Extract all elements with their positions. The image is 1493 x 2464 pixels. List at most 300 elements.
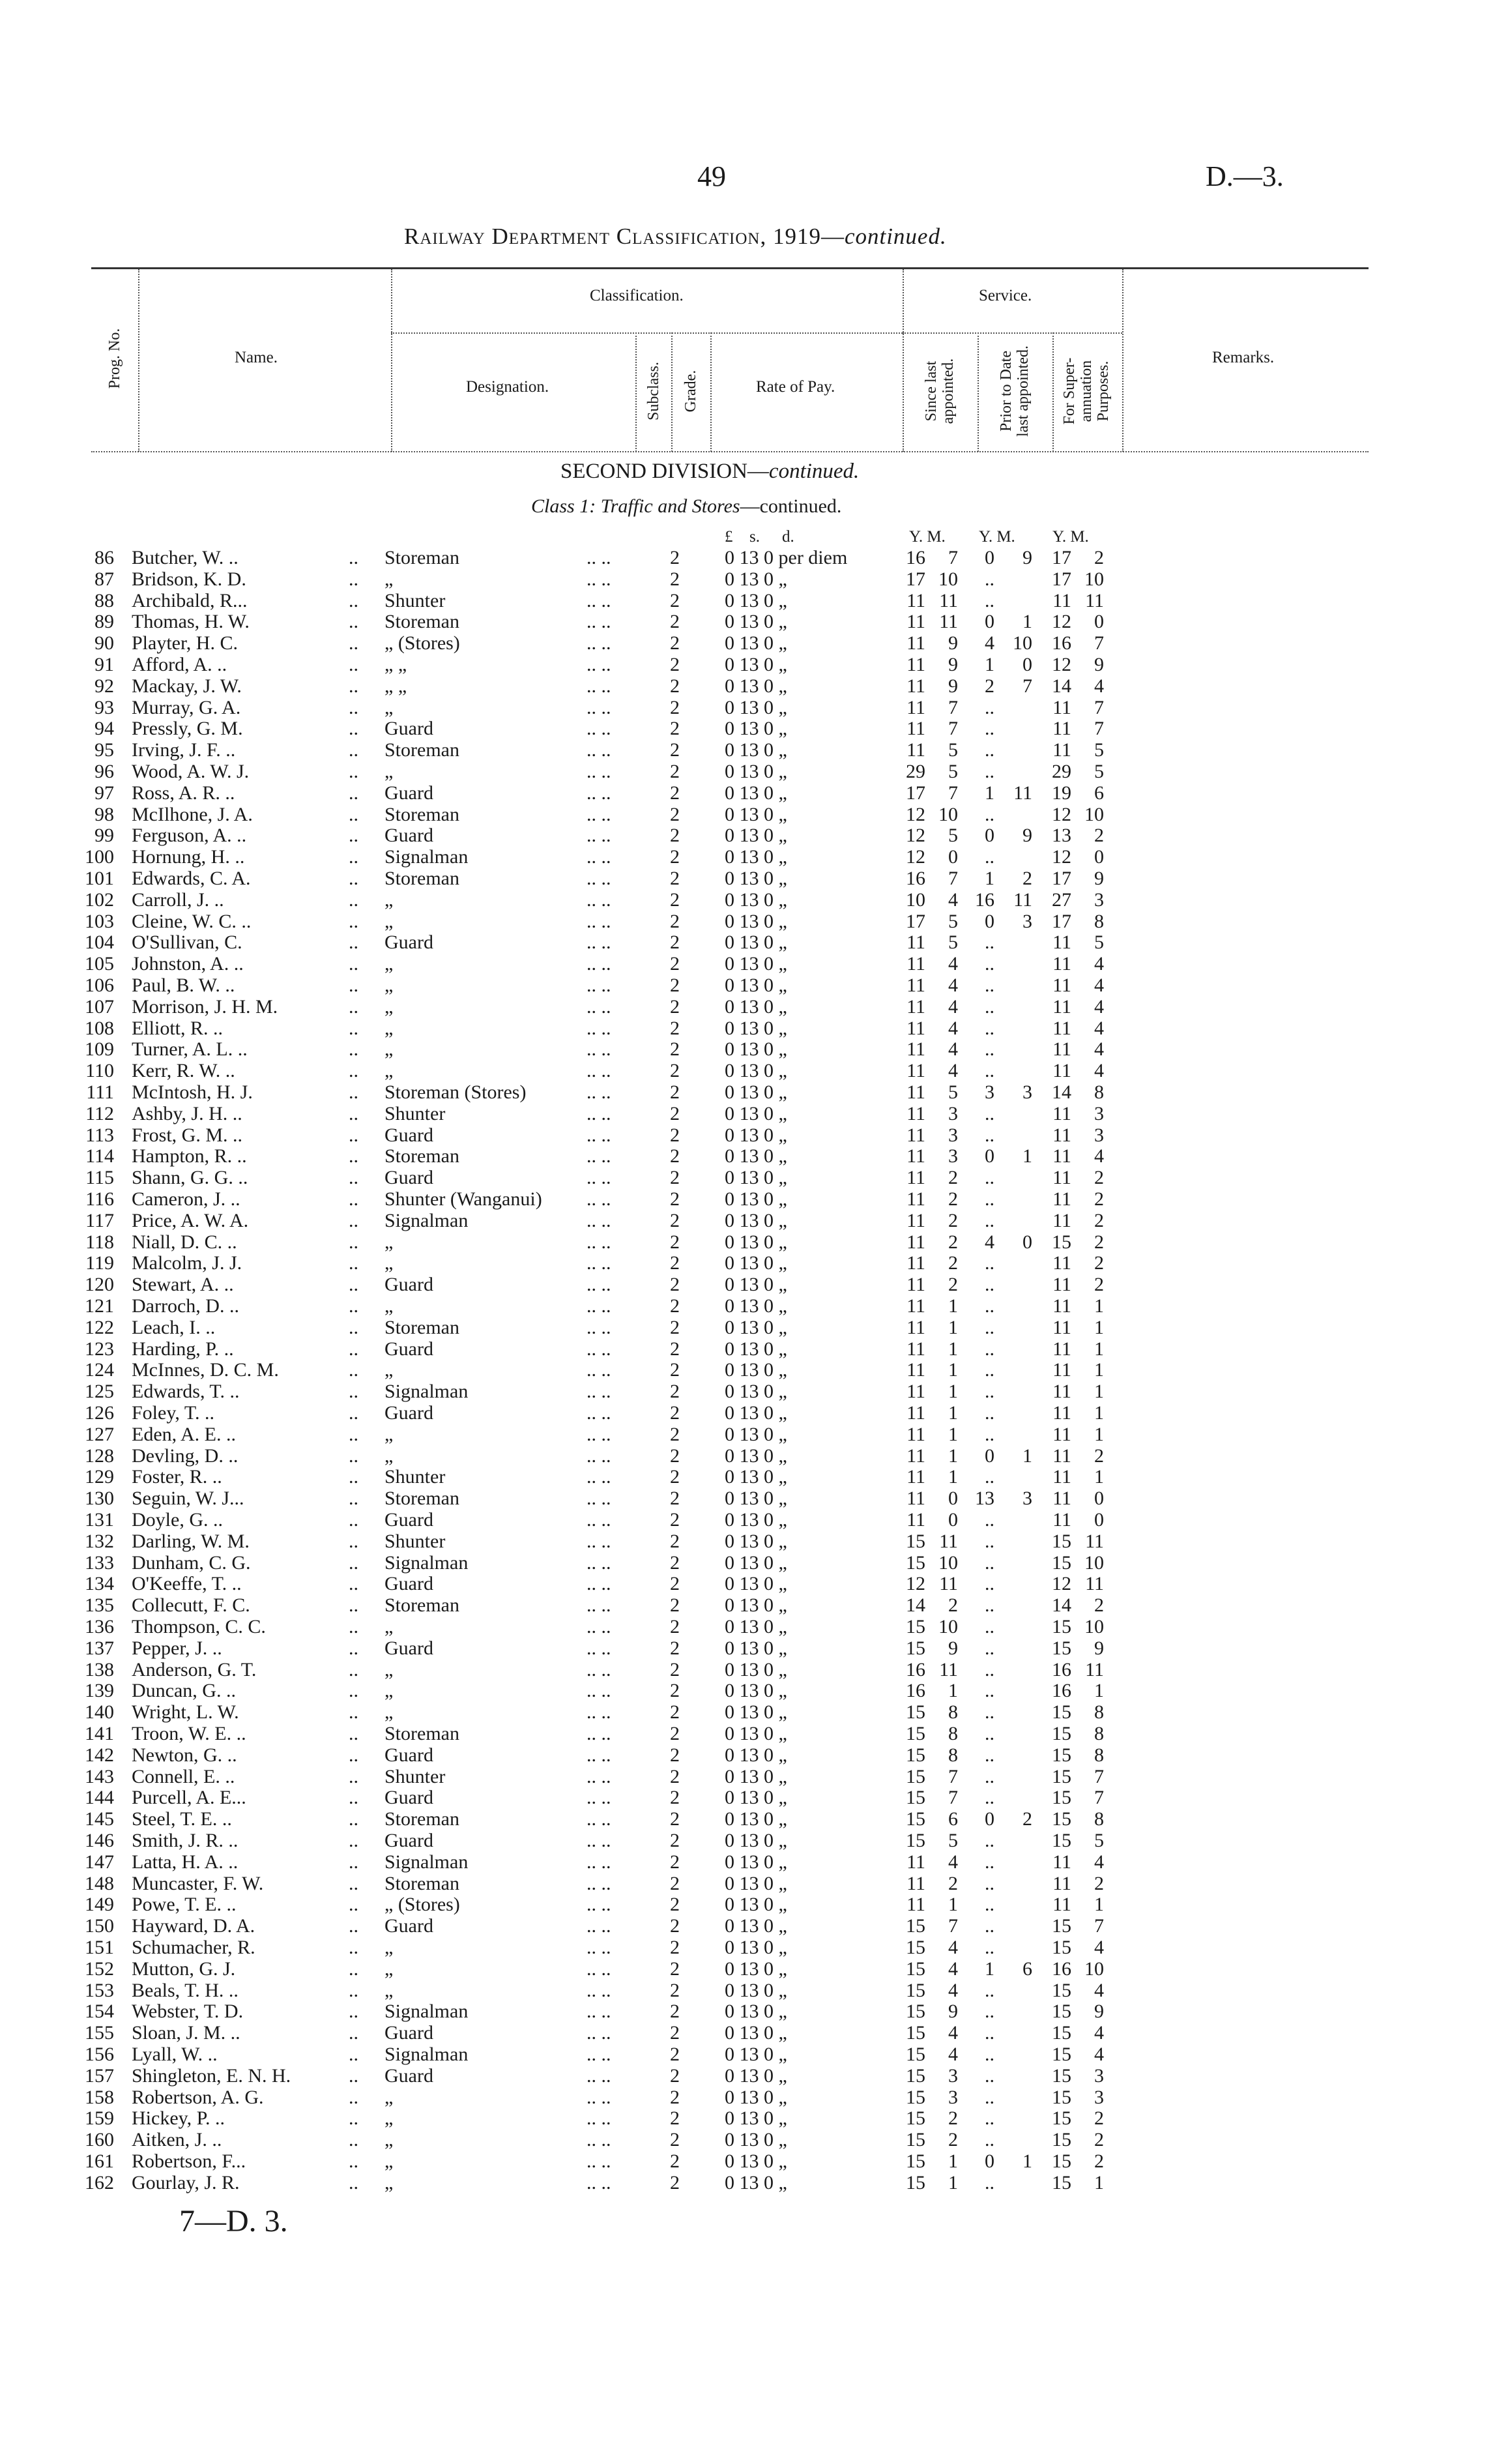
designation: Signalman xyxy=(384,1209,469,1231)
row-leader: .. .. xyxy=(587,1488,611,1510)
employee-name: Darroch, D. .. xyxy=(132,1295,239,1317)
table-row xyxy=(0,1916,1493,1937)
since-years: 17 xyxy=(906,782,925,804)
subclass: 2 xyxy=(670,1937,680,1958)
row-leader: .. xyxy=(349,568,358,590)
row-leader: .. .. xyxy=(587,888,611,911)
row-leader: .. .. xyxy=(587,1680,611,1702)
since-months: 2 xyxy=(948,1209,958,1231)
table-row xyxy=(0,890,1493,911)
subclass: 2 xyxy=(670,1124,680,1146)
designation: Guard xyxy=(384,1167,433,1189)
prior-years: .. xyxy=(985,1894,994,1916)
table-row xyxy=(0,1253,1493,1274)
designation: Guard xyxy=(384,1274,433,1296)
title-continued: continued. xyxy=(844,224,947,249)
table-row xyxy=(0,1723,1493,1744)
rate-of-pay: 0 13 0 „ xyxy=(725,1017,787,1039)
employee-name: Leach, I. .. xyxy=(132,1316,216,1338)
designation: „ xyxy=(384,2086,394,2108)
row-leader: .. .. xyxy=(587,1958,611,1980)
designation: „ xyxy=(384,1937,394,1958)
employee-name: Schumacher, R. xyxy=(132,1937,255,1958)
row-leader: .. .. xyxy=(587,1744,611,1766)
since-years: 11 xyxy=(906,953,925,975)
rate-of-pay: 0 13 0 „ xyxy=(725,1145,787,1167)
row-leader: .. xyxy=(349,2022,358,2044)
title-main: Railway Department Classification, 1919— xyxy=(404,224,845,249)
prior-years: .. xyxy=(985,1316,994,1338)
row-leader: .. .. xyxy=(587,1808,611,1830)
table-row xyxy=(0,1488,1493,1509)
super-years: 11 xyxy=(1052,1381,1071,1403)
prog-number: 86 xyxy=(94,547,114,568)
since-months: 7 xyxy=(948,547,958,568)
since-years: 14 xyxy=(906,1594,925,1617)
super-years: 15 xyxy=(1052,2129,1071,2151)
super-months: 1 xyxy=(1094,1338,1104,1360)
prog-number: 105 xyxy=(85,953,114,975)
prog-number: 104 xyxy=(85,931,114,954)
designation: „ xyxy=(384,953,394,975)
since-months: 4 xyxy=(948,1937,958,1958)
subclass: 2 xyxy=(670,888,680,911)
since-years: 15 xyxy=(906,2086,925,2108)
row-leader: .. .. xyxy=(587,1723,611,1744)
prog-number: 93 xyxy=(94,696,114,718)
prog-number: 100 xyxy=(85,846,114,868)
employee-name: Gourlay, J. R. xyxy=(132,2171,240,2193)
row-leader: .. .. xyxy=(587,1423,611,1445)
prog-number: 122 xyxy=(85,1316,114,1338)
super-years: 15 xyxy=(1052,1744,1071,1766)
since-years: 15 xyxy=(906,2022,925,2044)
designation: Shunter (Wanganui) xyxy=(384,1188,542,1210)
super-months: 4 xyxy=(1094,1979,1104,2001)
table-row xyxy=(0,2023,1493,2044)
row-leader: .. xyxy=(349,1594,358,1617)
super-years: 15 xyxy=(1052,2022,1071,2044)
prog-number: 162 xyxy=(85,2171,114,2193)
prog-number: 109 xyxy=(85,1038,114,1061)
rate-of-pay: 0 13 0 „ xyxy=(725,1765,787,1787)
table-row xyxy=(0,633,1493,654)
row-leader: .. xyxy=(349,846,358,868)
class-prefix: Class 1: xyxy=(531,495,596,517)
row-leader: .. .. xyxy=(587,2107,611,2130)
super-years: 16 xyxy=(1052,1958,1071,1980)
rate-of-pay: 0 13 0 „ xyxy=(725,846,787,868)
designation: Guard xyxy=(384,2022,433,2044)
subclass: 2 xyxy=(670,1979,680,2001)
row-leader: .. xyxy=(349,1937,358,1958)
employee-name: Connell, E. .. xyxy=(132,1765,235,1787)
table-row xyxy=(0,1617,1493,1637)
unit-super: Y. M. xyxy=(1052,528,1089,546)
table-row xyxy=(0,1125,1493,1146)
table-row xyxy=(0,1894,1493,1915)
row-leader: .. .. xyxy=(587,1637,611,1659)
super-months: 2 xyxy=(1094,1188,1104,1210)
employee-name: Purcell, A. E... xyxy=(132,1787,246,1809)
employee-name: Foley, T. .. xyxy=(132,1402,214,1424)
since-years: 11 xyxy=(906,1209,925,1231)
subclass: 2 xyxy=(670,1274,680,1296)
subclass: 2 xyxy=(670,2150,680,2172)
prior-years: .. xyxy=(985,568,994,590)
prog-number: 126 xyxy=(85,1402,114,1424)
rate-of-pay: 0 13 0 „ xyxy=(725,1124,787,1146)
since-years: 11 xyxy=(906,995,925,1018)
employee-name: Hampton, R. .. xyxy=(132,1145,247,1167)
prior-months: 3 xyxy=(1022,1081,1032,1103)
super-years: 14 xyxy=(1052,1081,1071,1103)
table-row xyxy=(0,1531,1493,1552)
prior-years: 3 xyxy=(985,1081,994,1103)
row-leader: .. xyxy=(349,632,358,654)
rate-of-pay: 0 13 0 „ xyxy=(725,2086,787,2108)
since-months: 2 xyxy=(948,2107,958,2130)
designation: „ xyxy=(384,1445,394,1467)
designation: Shunter xyxy=(384,1530,446,1552)
since-months: 4 xyxy=(948,1017,958,1039)
row-leader: .. .. xyxy=(587,1124,611,1146)
super-years: 11 xyxy=(1052,1188,1071,1210)
super-months: 7 xyxy=(1094,1765,1104,1787)
rate-of-pay: 0 13 0 „ xyxy=(725,1231,787,1253)
since-months: 7 xyxy=(948,1915,958,1937)
super-years: 15 xyxy=(1052,1231,1071,1253)
designation: „ xyxy=(384,1017,394,1039)
employee-name: Lyall, W. .. xyxy=(132,2044,218,2065)
designation: Signalman xyxy=(384,846,469,868)
table-row xyxy=(0,1809,1493,1830)
since-months: 10 xyxy=(938,1616,958,1637)
subclass: 2 xyxy=(670,1808,680,1830)
since-years: 15 xyxy=(906,2001,925,2023)
super-years: 15 xyxy=(1052,1808,1071,1830)
row-leader: .. xyxy=(349,1274,358,1296)
super-years: 12 xyxy=(1052,611,1071,633)
subclass: 2 xyxy=(670,568,680,590)
since-months: 0 xyxy=(948,846,958,868)
since-years: 11 xyxy=(906,696,925,718)
table-row xyxy=(0,804,1493,825)
division-title-continued: continued. xyxy=(768,460,860,483)
employee-name: Johnston, A. .. xyxy=(132,953,244,975)
super-years: 19 xyxy=(1052,782,1071,804)
rate-of-pay: 0 13 0 „ xyxy=(725,568,787,590)
row-leader: .. xyxy=(349,931,358,954)
prior-years: .. xyxy=(985,2129,994,2151)
unit-pence: d. xyxy=(782,528,794,546)
row-leader: .. .. xyxy=(587,2129,611,2151)
prog-number: 116 xyxy=(85,1188,114,1210)
rate-of-pay: 0 13 0 „ xyxy=(725,1252,787,1274)
unit-shillings: s. xyxy=(749,528,760,546)
since-years: 15 xyxy=(906,1616,925,1637)
prior-years: .. xyxy=(985,2064,994,2087)
since-years: 11 xyxy=(906,1359,925,1381)
since-months: 1 xyxy=(948,1316,958,1338)
rate-of-pay: 0 13 0 „ xyxy=(725,868,787,889)
prog-number: 108 xyxy=(85,1017,114,1039)
super-months: 2 xyxy=(1094,547,1104,568)
employee-name: Devling, D. .. xyxy=(132,1445,239,1467)
super-years: 11 xyxy=(1052,739,1071,761)
since-years: 15 xyxy=(906,1787,925,1809)
rate-of-pay: 0 13 0 „ xyxy=(725,589,787,611)
row-leader: .. .. xyxy=(587,1209,611,1231)
rate-of-pay: 0 13 0 „ xyxy=(725,1658,787,1680)
since-months: 7 xyxy=(948,868,958,889)
since-years: 15 xyxy=(906,1958,925,1980)
since-months: 8 xyxy=(948,1744,958,1766)
prog-number: 115 xyxy=(85,1167,114,1189)
rate-of-pay: 0 13 0 „ xyxy=(725,910,787,932)
prog-number: 124 xyxy=(85,1359,114,1381)
since-months: 3 xyxy=(948,2086,958,2108)
rate-of-pay: 0 13 0 „ xyxy=(725,953,787,975)
employee-name: Paul, B. W. .. xyxy=(132,975,235,996)
subclass: 2 xyxy=(670,632,680,654)
page-number: 49 xyxy=(697,160,726,192)
designation: Guard xyxy=(384,1338,433,1360)
table-row xyxy=(0,783,1493,804)
subclass: 2 xyxy=(670,1381,680,1403)
row-leader: .. xyxy=(349,718,358,740)
since-months: 8 xyxy=(948,1701,958,1723)
row-leader: .. .. xyxy=(587,675,611,697)
row-leader: .. .. xyxy=(587,2086,611,2108)
super-years: 13 xyxy=(1052,825,1071,847)
header-divider xyxy=(391,269,392,452)
designation: „ xyxy=(384,2171,394,2193)
row-leader: .. .. xyxy=(587,1167,611,1189)
rate-of-pay: 0 13 0 „ xyxy=(725,931,787,954)
prior-months: 1 xyxy=(1022,2150,1032,2172)
designation: „ xyxy=(384,975,394,996)
designation: „ „ xyxy=(384,675,407,697)
employee-name: Troon, W. E. .. xyxy=(132,1723,246,1744)
subclass: 2 xyxy=(670,1701,680,1723)
prior-years: .. xyxy=(985,2086,994,2108)
super-years: 29 xyxy=(1052,761,1071,782)
table-row xyxy=(0,868,1493,889)
table-row xyxy=(0,1274,1493,1295)
since-months: 1 xyxy=(948,1381,958,1403)
super-years: 15 xyxy=(1052,2001,1071,2023)
subclass: 2 xyxy=(670,1530,680,1552)
employee-name: Archibald, R... xyxy=(132,589,248,611)
since-months: 3 xyxy=(948,1124,958,1146)
row-leader: .. xyxy=(349,1915,358,1937)
rate-of-pay: 0 13 0 „ xyxy=(725,1509,787,1531)
since-months: 9 xyxy=(948,654,958,675)
super-years: 16 xyxy=(1052,1680,1071,1702)
super-years: 11 xyxy=(1052,953,1071,975)
since-months: 7 xyxy=(948,1787,958,1809)
super-months: 10 xyxy=(1084,803,1104,825)
table-row xyxy=(0,1574,1493,1594)
since-months: 3 xyxy=(948,2064,958,2087)
super-years: 15 xyxy=(1052,1830,1071,1851)
prog-number: 118 xyxy=(85,1231,114,1253)
super-months: 4 xyxy=(1094,1145,1104,1167)
designation: Guard xyxy=(384,1744,433,1766)
super-months: 0 xyxy=(1094,611,1104,633)
row-leader: .. xyxy=(349,1551,358,1574)
prior-years: .. xyxy=(985,1551,994,1574)
row-leader: .. .. xyxy=(587,1017,611,1039)
prior-years: .. xyxy=(985,1509,994,1531)
row-leader: .. .. xyxy=(587,1466,611,1488)
super-years: 11 xyxy=(1052,1209,1071,1231)
table-row xyxy=(0,1680,1493,1701)
since-years: 10 xyxy=(906,888,925,911)
prior-months: 2 xyxy=(1022,868,1032,889)
super-months: 4 xyxy=(1094,953,1104,975)
rate-of-pay: 0 13 0 „ xyxy=(725,1488,787,1510)
row-leader: .. xyxy=(349,1167,358,1189)
since-years: 12 xyxy=(906,846,925,868)
table-row xyxy=(0,2001,1493,2022)
since-months: 4 xyxy=(948,888,958,911)
employee-name: McIlhone, J. A. xyxy=(132,803,253,825)
since-months: 2 xyxy=(948,2129,958,2151)
subclass: 2 xyxy=(670,1509,680,1531)
rate-of-pay: 0 13 0 „ xyxy=(725,1701,787,1723)
since-months: 1 xyxy=(948,1402,958,1424)
row-leader: .. xyxy=(349,1402,358,1424)
row-leader: .. xyxy=(349,1723,358,1744)
prog-number: 147 xyxy=(85,1851,114,1873)
table-row xyxy=(0,761,1493,782)
prior-years: 0 xyxy=(985,825,994,847)
prior-years: .. xyxy=(985,1209,994,1231)
since-months: 2 xyxy=(948,1594,958,1617)
employee-name: Mackay, J. W. xyxy=(132,675,242,697)
employee-name: Elliott, R. .. xyxy=(132,1017,224,1039)
designation: Signalman xyxy=(384,1851,469,1873)
row-leader: .. .. xyxy=(587,568,611,590)
since-years: 11 xyxy=(906,589,925,611)
rate-of-pay: 0 13 0 „ xyxy=(725,761,787,782)
subclass: 2 xyxy=(670,1573,680,1595)
prog-number: 149 xyxy=(85,1894,114,1916)
designation: Storeman xyxy=(384,868,459,889)
row-leader: .. xyxy=(349,1616,358,1637)
subclass: 2 xyxy=(670,1958,680,1980)
table-row xyxy=(0,1787,1493,1808)
since-years: 17 xyxy=(906,568,925,590)
row-leader: .. xyxy=(349,654,358,675)
super-months: 4 xyxy=(1094,1060,1104,1082)
row-leader: .. .. xyxy=(587,1188,611,1210)
row-leader: .. xyxy=(349,1188,358,1210)
super-years: 11 xyxy=(1052,1359,1071,1381)
prior-years: .. xyxy=(985,1765,994,1787)
subclass: 2 xyxy=(670,1680,680,1702)
super-months: 9 xyxy=(1094,868,1104,889)
table-row xyxy=(0,2087,1493,2108)
subclass: 2 xyxy=(670,2001,680,2023)
rate-of-pay: 0 13 0 „ xyxy=(725,2044,787,2065)
rate-of-pay: 0 13 0 „ xyxy=(725,654,787,675)
row-leader: .. .. xyxy=(587,953,611,975)
rate-of-pay: 0 13 0 „ xyxy=(725,1423,787,1445)
subclass: 2 xyxy=(670,825,680,847)
row-leader: .. xyxy=(349,696,358,718)
row-leader: .. xyxy=(349,888,358,911)
row-leader: .. .. xyxy=(587,1509,611,1531)
super-months: 9 xyxy=(1094,654,1104,675)
employee-name: Thomas, H. W. xyxy=(132,611,250,633)
table-row xyxy=(0,1553,1493,1574)
super-months: 7 xyxy=(1094,1915,1104,1937)
subclass: 2 xyxy=(670,1423,680,1445)
since-months: 10 xyxy=(938,568,958,590)
super-years: 11 xyxy=(1052,1851,1071,1873)
super-years: 15 xyxy=(1052,1616,1071,1637)
since-years: 16 xyxy=(906,1680,925,1702)
rate-of-pay: 0 13 0 „ xyxy=(725,1979,787,2001)
employee-name: Malcolm, J. J. xyxy=(132,1252,242,1274)
prog-number: 146 xyxy=(85,1830,114,1851)
designation: „ xyxy=(384,696,394,718)
prog-number: 161 xyxy=(85,2150,114,2172)
row-leader: .. .. xyxy=(587,761,611,782)
designation: „ xyxy=(384,1680,394,1702)
since-months: 6 xyxy=(948,1808,958,1830)
table-row xyxy=(0,2108,1493,2129)
super-months: 1 xyxy=(1094,1402,1104,1424)
prog-number: 89 xyxy=(94,611,114,633)
subclass: 2 xyxy=(670,1830,680,1851)
prog-number: 130 xyxy=(85,1488,114,1510)
prior-years: .. xyxy=(985,1744,994,1766)
since-years: 16 xyxy=(906,1658,925,1680)
table-row xyxy=(0,1852,1493,1873)
designation: Storeman xyxy=(384,1872,459,1894)
employee-name: McIntosh, H. J. xyxy=(132,1081,253,1103)
since-years: 11 xyxy=(906,1316,925,1338)
since-months: 7 xyxy=(948,782,958,804)
designation: „ (Stores) xyxy=(384,632,460,654)
table-row xyxy=(0,1403,1493,1424)
prog-number: 159 xyxy=(85,2107,114,2130)
prior-years: .. xyxy=(985,1167,994,1189)
since-months: 3 xyxy=(948,1145,958,1167)
prior-years: 2 xyxy=(985,675,994,697)
row-leader: .. .. xyxy=(587,1038,611,1061)
employee-name: Smith, J. R. .. xyxy=(132,1830,239,1851)
table-row xyxy=(0,1767,1493,1787)
subclass: 2 xyxy=(670,1167,680,1189)
prior-years: .. xyxy=(985,1573,994,1595)
prior-years: 16 xyxy=(975,888,994,911)
super-months: 2 xyxy=(1094,1231,1104,1253)
row-leader: .. xyxy=(349,1316,358,1338)
row-leader: .. .. xyxy=(587,2064,611,2087)
row-leader: .. xyxy=(349,1124,358,1146)
class-suffix: —continued. xyxy=(740,495,842,517)
designation: Guard xyxy=(384,718,433,740)
prog-number: 127 xyxy=(85,1423,114,1445)
super-months: 8 xyxy=(1094,1081,1104,1103)
header-divider xyxy=(1122,269,1123,452)
prog-number: 143 xyxy=(85,1765,114,1787)
